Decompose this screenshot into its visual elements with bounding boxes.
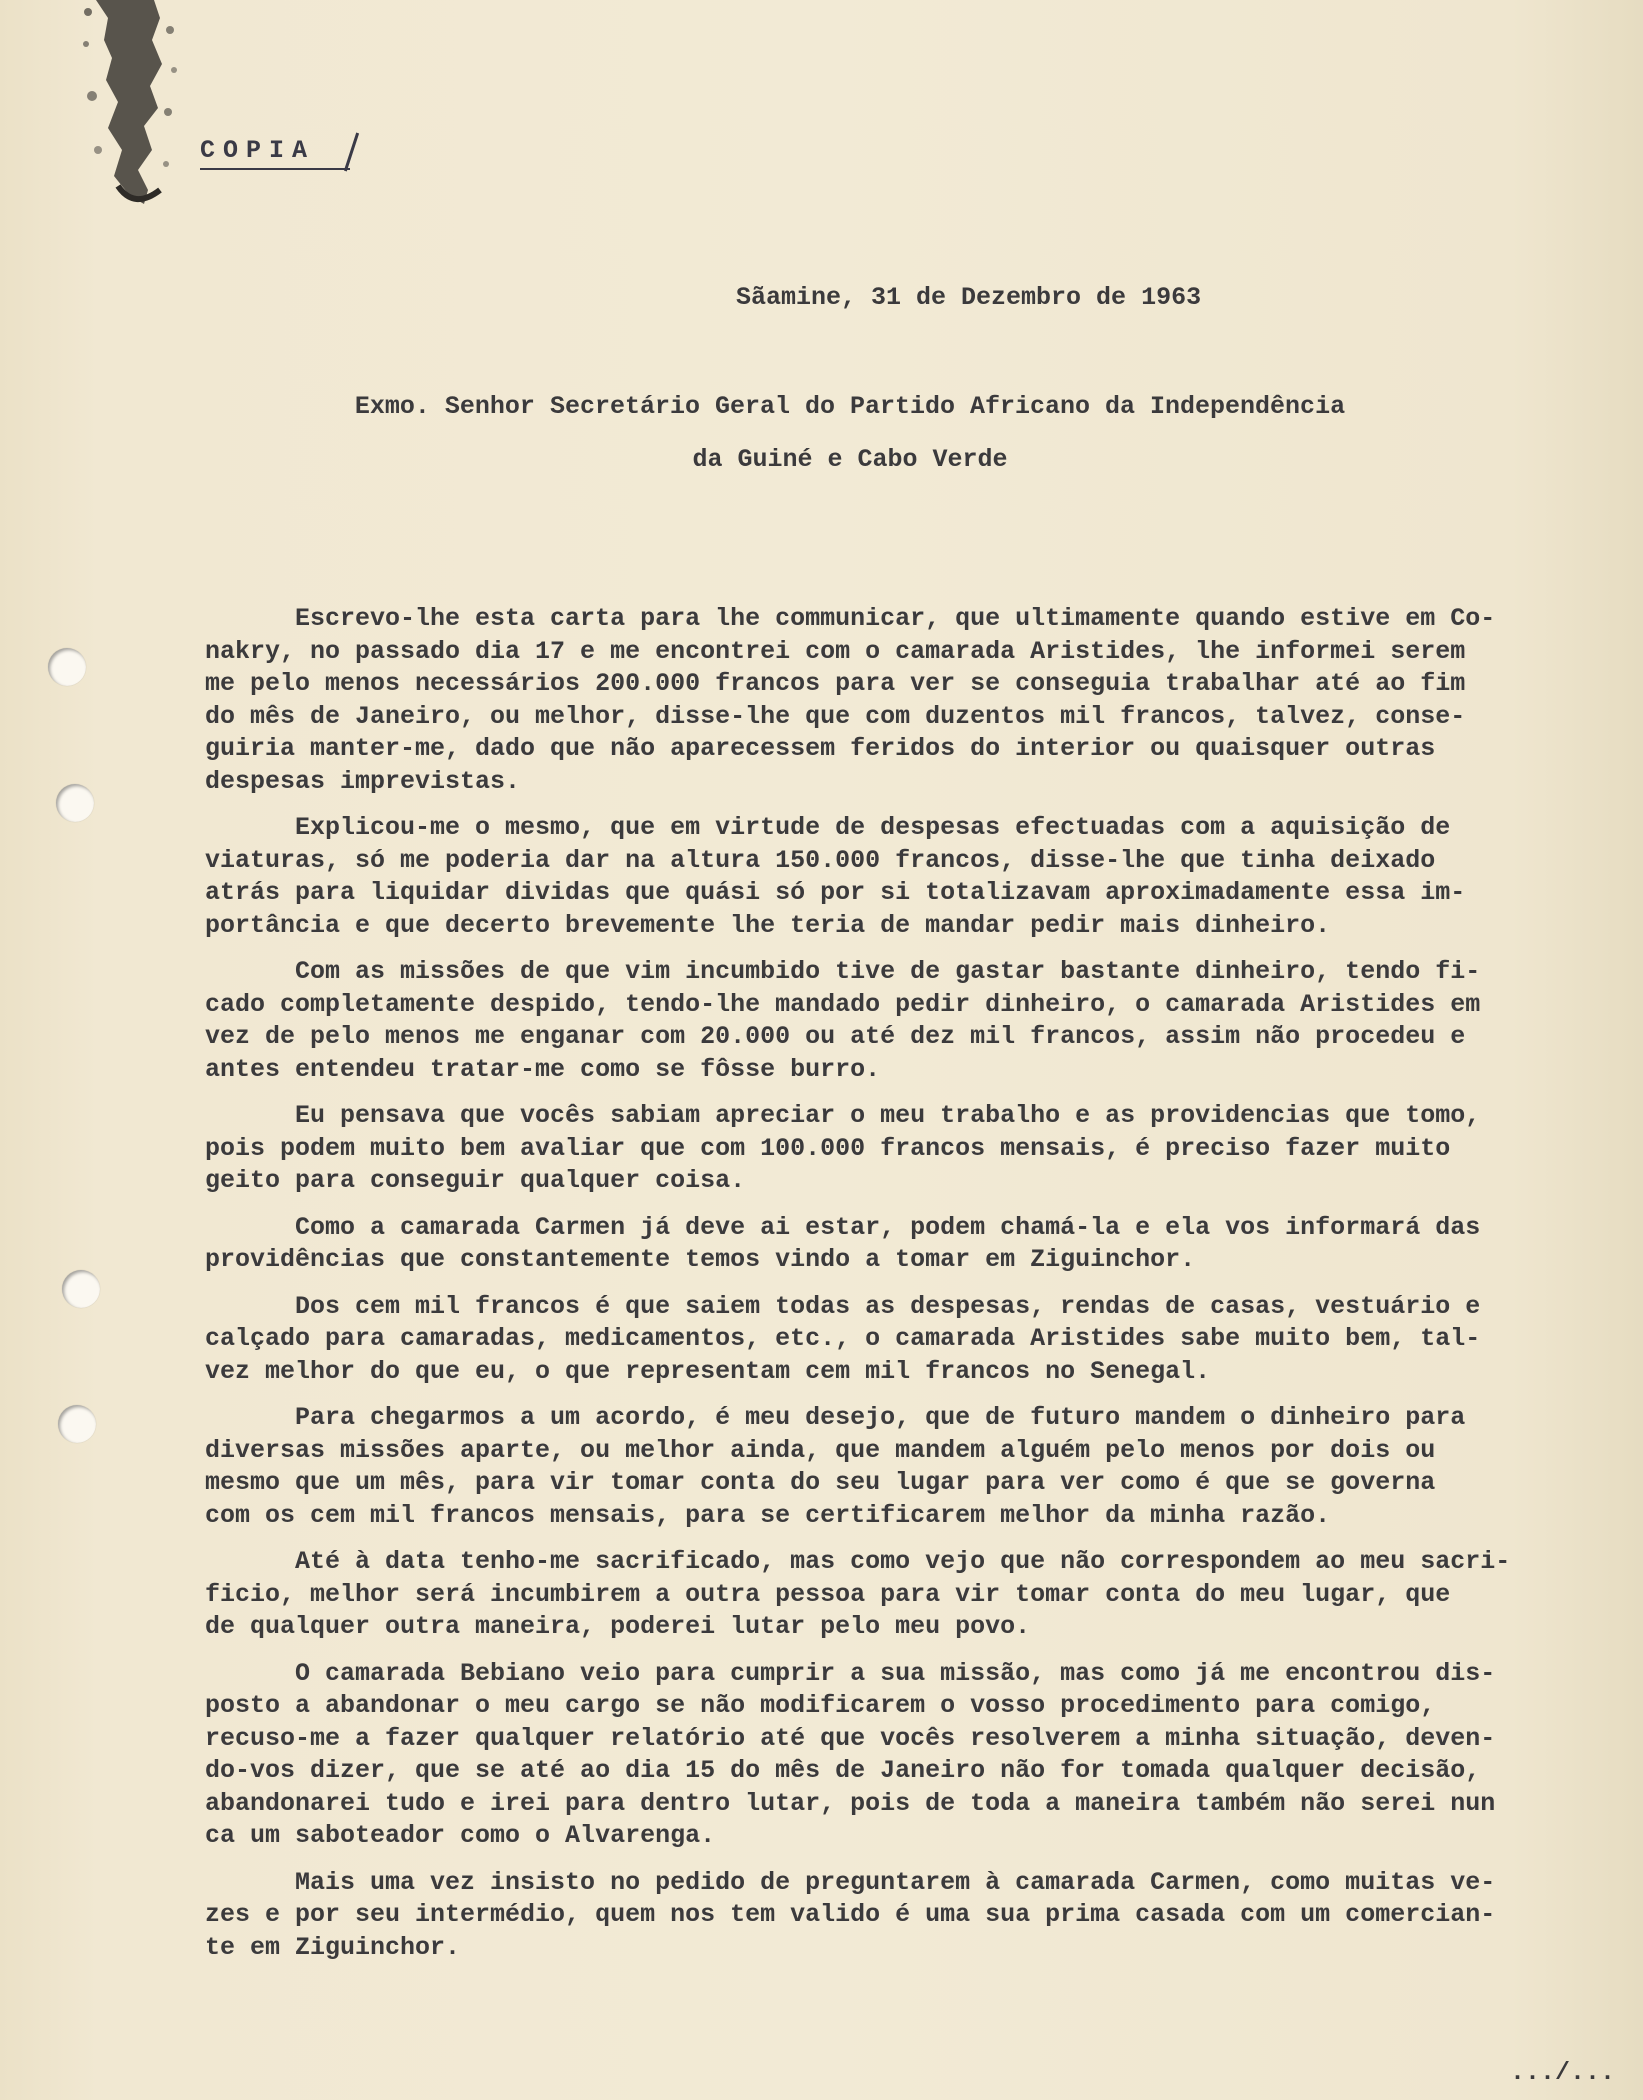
place-date: Sãamine, 31 de Dezembro de 1963	[736, 283, 1202, 312]
addressee-line: da Guiné e Cabo Verde	[692, 445, 1008, 474]
paragraph	[205, 1100, 1605, 1198]
text-line: do mês de Janeiro, ou melhor, disse-lhe que com duzentos mil francos, talvez, conse-	[205, 701, 1466, 731]
text-line: providências que constantemente temos vindo a tomar em Ziguinchor.	[205, 1245, 1196, 1274]
paragraph	[205, 1212, 1605, 1277]
paragraph	[205, 1867, 1605, 1965]
text-line: geito para conseguir qualquer coisa.	[205, 1166, 746, 1195]
text-line: ca um saboteador como o Alvarenga.	[205, 1821, 716, 1850]
text-line: Como a camarada Carmen já deve ai estar, podem chamá-la e ela vos informará das	[205, 1212, 1481, 1242]
text-line: despesas imprevistas.	[205, 766, 521, 796]
text-line: atrás para liquidar dividas que quási só por si totalizavam aproximadamente essa im-	[205, 878, 1466, 907]
paragraph	[205, 1291, 1605, 1389]
text-line: pois podem muito bem avaliar que com 100.000 francos mensais, é preciso fazer muito	[205, 1133, 1451, 1163]
text-line: Eu pensava que vocês sabiam apreciar o meu trabalho e as providencias que tomo,	[205, 1101, 1481, 1130]
paragraph	[205, 1402, 1605, 1532]
punch-hole	[58, 1405, 96, 1443]
text-line: Com as missões de que vim incumbido tive de gastar bastante dinheiro, tendo fi-	[205, 957, 1481, 986]
text-line: nakry, no passado dia 17 e me encontrei com o camarada Aristides, lhe informei serem	[205, 636, 1466, 666]
text-line: vez de pelo menos me enganar com 20.000 ou até dez mil francos, assim não procedeu e	[205, 1022, 1466, 1051]
text-line: vez melhor do que eu, o que representam cem mil francos no Senegal.	[205, 1356, 1211, 1386]
addressee-block	[200, 380, 1500, 486]
text-line: de qualquer outra maneira, poderei lutar pelo meu povo.	[205, 1612, 1031, 1641]
text-line: Mais uma vez insisto no pedido de preguntarem à camarada Carmen, como muitas ve-	[205, 1867, 1496, 1897]
text-line: abandonarei tudo e irei para dentro lutar, pois de toda a maneira também não serei nun	[205, 1788, 1496, 1818]
text-line: posto a abandonar o meu cargo se não modificarem o vosso procedimento para comigo,	[205, 1691, 1436, 1720]
text-line: com os cem mil francos mensais, para se certificarem melhor da minha razão.	[205, 1500, 1331, 1530]
punch-hole	[56, 784, 94, 822]
text-line: mesmo que um mês, para vir tomar conta do seu lugar para ver como é que se governa	[205, 1468, 1436, 1497]
ink-stain	[78, 0, 188, 210]
copy-stamp: COPIA	[200, 136, 316, 165]
addressee-line: Exmo. Senhor Secretário Geral do Partido Africano da Independência	[354, 392, 1346, 421]
copy-underline	[200, 168, 350, 170]
text-line: zes e por seu intermédio, quem nos tem valido é uma sua prima casada com um comercian-	[205, 1900, 1496, 1929]
paragraph	[205, 603, 1605, 798]
text-line: ficio, melhor será incumbirem a outra pessoa para vir tomar conta do meu lugar, que	[205, 1579, 1451, 1609]
paragraph	[205, 956, 1605, 1086]
text-line: te em Ziguinchor.	[205, 1932, 461, 1962]
paragraph	[205, 1658, 1605, 1853]
paragraph	[205, 812, 1605, 942]
punch-hole	[62, 1270, 100, 1308]
text-line: Escrevo-lhe esta carta para lhe communicar, que ultimamente quando estive em Co-	[205, 604, 1496, 633]
text-line: Dos cem mil francos é que saiem todas as despesas, rendas de casas, vestuário e	[205, 1291, 1481, 1321]
text-line: Para chegarmos a um acordo, é meu desejo, que de futuro mandem o dinheiro para	[205, 1403, 1466, 1432]
continuation-mark: .../...	[1510, 2058, 1616, 2087]
text-line: cado completamente despido, tendo-lhe mandado pedir dinheiro, o camarada Aristides em	[205, 989, 1481, 1019]
text-line: antes entendeu tratar-me como se fôsse burro.	[205, 1054, 881, 1084]
text-line: diversas missões aparte, ou melhor ainda, que mandem alguém pelo menos por dois ou	[205, 1435, 1436, 1465]
text-line: Explicou-me o mesmo, que em virtude de despesas efectuadas com a aquisição de	[205, 813, 1451, 842]
text-line: O camarada Bebiano veio para cumprir a sua missão, mas como já me encontrou dis-	[205, 1658, 1496, 1688]
text-line: do-vos dizer, que se até ao dia 15 do mês de Janeiro não for tomada qualquer decisão,	[205, 1756, 1481, 1785]
text-line: recuso-me a fazer qualquer relatório até que vocês resolverem a minha situação, deven-	[205, 1723, 1496, 1753]
text-line: calçado para camaradas, medicamentos, etc., o camarada Aristides sabe muito bem, tal-	[205, 1324, 1481, 1353]
text-line: guiria manter-me, dado que não aparecessem feridos do interior ou quaisquer outras	[205, 734, 1436, 763]
text-line: portância e que decerto brevemente lhe teria de mandar pedir mais dinheiro.	[205, 910, 1331, 940]
paragraph	[205, 1546, 1605, 1644]
text-line: viaturas, só me poderia dar na altura 150.000 francos, disse-lhe que tinha deixado	[205, 845, 1436, 875]
text-line: Até à data tenho-me sacrificado, mas como vejo que não correspondem ao meu sacri-	[205, 1547, 1511, 1576]
punch-hole	[48, 648, 86, 686]
letter-body	[205, 603, 1605, 1978]
text-line: me pelo menos necessários 200.000 francos para ver se conseguia trabalhar até ao fim	[205, 669, 1466, 698]
